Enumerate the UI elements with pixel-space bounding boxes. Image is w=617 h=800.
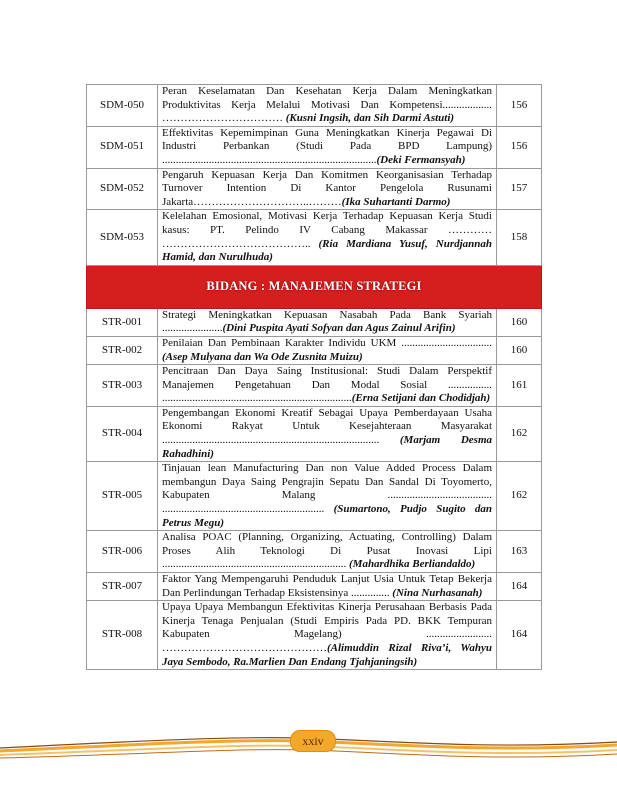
paper-authors: (Ika Suhartanti Darmo) — [341, 195, 451, 208]
paper-code: STR-002 — [87, 336, 158, 364]
paper-entry — [158, 406, 497, 461]
page-ref: 160 — [497, 308, 542, 336]
paper-title: Analisa POAC (Planning, Organizing, Actuating, Controlling) Dalam Proses Alih Teknologi Di Pusat Inovasi Lipi ................................................................... — [162, 531, 492, 571]
paper-title: Upaya Upaya Membangun Efektivitas Kinerja Perusahaan Berbasis Pada Kinerja Tenaga Penjualan (Studi Empiris Pada PD. BKK Tempuran Kabupaten Magelang) ........................ ……………………………………… — [162, 601, 492, 654]
page-ref: 157 — [497, 168, 542, 210]
paper-authors: (Mahardhika Berliandaldo) — [349, 558, 476, 571]
page-ref: 162 — [497, 462, 542, 531]
paper-title: Pengembangan Ekonomi Kreatif Sebagai Upaya Pemberdayaan Usaha Ekonomi Rakyat Untuk Kesejahteraan Masyarakat ............................................................................... — [162, 406, 492, 447]
toc-row — [87, 406, 542, 461]
paper-code: SDM-053 — [87, 210, 158, 265]
paper-code: SDM-052 — [87, 168, 158, 210]
page-ref: 161 — [497, 365, 542, 407]
paper-title: Peran Keselamatan Dan Kesehatan Kerja Dalam Meningkatkan Produktivitas Kerja Melalui Motivasi Dan Kompetensi.................. …………………………… — [162, 85, 492, 125]
page-ref: 156 — [497, 126, 542, 168]
paper-authors: (Nina Nurhasanah) — [392, 586, 483, 599]
page-ref: 160 — [497, 336, 542, 364]
paper-authors: (Dini Puspita Ayati Sofyan dan Agus Zainul Arifin) — [222, 322, 456, 335]
paper-entry — [158, 573, 497, 601]
paper-title: Faktor Yang Mempengaruhi Penduduk Lanjut Usia Untuk Tetap Bekerja Dan Perlindungan Terhadap Eksistensinya .............. — [162, 573, 492, 599]
paper-entry — [158, 85, 497, 127]
page-number: xxiv — [290, 730, 336, 752]
page-ref: 163 — [497, 531, 542, 573]
paper-title: Penilaian Dan Pembinaan Karakter Individu UKM ................................. — [162, 336, 492, 349]
toc-row — [87, 168, 542, 210]
paper-entry — [158, 531, 497, 573]
paper-title: Strategi Meningkatkan Kepuasan Nasabah Pada Bank Syariah ...................... — [162, 308, 492, 335]
paper-entry — [158, 462, 497, 531]
paper-authors: (Sumartono, Pudjo Sugito dan Petrus Megu) — [162, 503, 492, 529]
toc-table — [86, 84, 542, 670]
page-ref: 164 — [497, 601, 542, 670]
toc-row — [87, 308, 542, 336]
page-ref: 156 — [497, 85, 542, 127]
paper-code: STR-007 — [87, 573, 158, 601]
paper-entry — [158, 336, 497, 364]
paper-code: STR-005 — [87, 462, 158, 531]
paper-title: Effektivitas Kepemimpinan Guna Meningkatkan Kinerja Pegawai Di Industri Perbankan (Studi Pada BPD Lampung) .............................................................................. — [162, 126, 492, 166]
paper-entry — [158, 126, 497, 168]
toc-row — [87, 336, 542, 364]
toc-row — [87, 126, 542, 168]
paper-entry — [158, 365, 497, 407]
page-ref: 158 — [497, 210, 542, 265]
toc-body — [87, 85, 542, 670]
toc-row — [87, 365, 542, 407]
paper-authors: (Asep Mulyana dan Wa Ode Zusnita Muizu) — [162, 350, 363, 363]
paper-entry — [158, 308, 497, 336]
paper-authors: (Erna Setijani dan Chodidjah) — [351, 392, 491, 405]
toc-row — [87, 601, 542, 670]
page-ref: 162 — [497, 406, 542, 461]
paper-code: STR-006 — [87, 531, 158, 573]
paper-code: STR-003 — [87, 365, 158, 407]
section-row — [87, 265, 542, 308]
toc-row — [87, 531, 542, 573]
toc-row — [87, 210, 542, 265]
paper-authors: (Ria Mardiana Yusuf, Nurdjannah Hamid, dan Nurulhuda) — [162, 237, 493, 264]
paper-code: STR-008 — [87, 601, 158, 670]
paper-entry — [158, 168, 497, 210]
paper-entry — [158, 210, 497, 265]
paper-code: STR-001 — [87, 308, 158, 336]
paper-authors: (Alimuddin Rizal Riva’i, Wahyu Jaya Sembodo, Ra.Marlien Dan Endang Tjahjaningsih) — [162, 641, 492, 668]
paper-authors: (Deki Fermansyah) — [376, 153, 466, 166]
paper-code: SDM-051 — [87, 126, 158, 168]
paper-title: Tinjauan lean Manufacturing Dan non Value Added Process Dalam membangun Daya Saing Pengrajin Sepatu Dan Sandal Di Toyomerto, Kabupaten Malang ...................................... ........................................................... — [162, 462, 492, 516]
paper-title: Pengaruh Kepuasan Kerja Dan Komitmen Keorganisasian Terhadap Turnover Intention Di Kantor Pengelola Rusunami Jakarta…………………………..……… — [162, 168, 492, 208]
page-ref: 164 — [497, 573, 542, 601]
paper-authors: (Kusni Ingsih, dan Sih Darmi Astuti) — [285, 112, 455, 125]
paper-code: SDM-050 — [87, 85, 158, 127]
toc-row — [87, 462, 542, 531]
paper-entry — [158, 601, 497, 670]
paper-authors: (Marjam Desma Rahadhini) — [162, 434, 492, 460]
section-heading: BIDANG : MANAJEMEN STRATEGI — [87, 265, 542, 308]
paper-title: Pencitraan Dan Daya Saing Institusional: Studi Dalam Perspektif Manajemen Pengetahuan Dan Modal Sosial ................ ..................................................................... — [162, 365, 492, 405]
toc-row — [87, 573, 542, 601]
paper-code: STR-004 — [87, 406, 158, 461]
paper-title: Kelelahan Emosional, Motivasi Kerja Terhadap Kepuasan Kerja Studi kasus: PT. Pelindo IV Cabang Makassar ………… ………………………………….. — [162, 210, 492, 250]
toc-row — [87, 85, 542, 127]
